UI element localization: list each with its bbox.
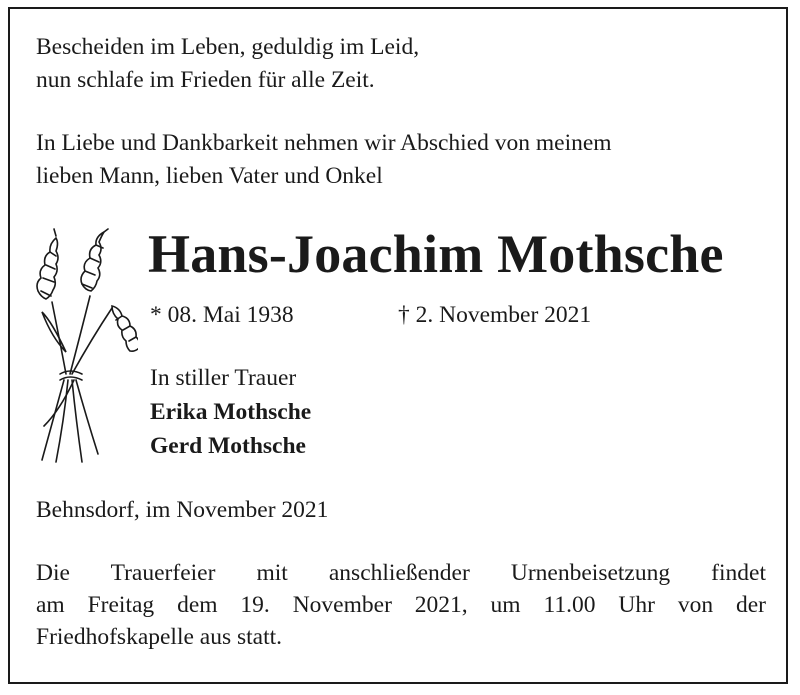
motto-line-1: Bescheiden im Leben, geduldig im Leid, xyxy=(36,34,420,60)
intro-line-1: In Liebe und Dankbarkeit nehmen wir Abschied von meinem xyxy=(36,130,612,156)
mourners-intro: In stiller Trauer xyxy=(150,365,297,391)
death-date: † 2. November 2021 xyxy=(398,302,592,328)
funeral-line-2: am Freitag dem 19. November 2021, um 11.00 Uhr von der xyxy=(36,592,766,618)
intro-line-2: lieben Mann, lieben Vater und Onkel xyxy=(36,163,383,189)
funeral-info xyxy=(36,557,766,653)
deceased-name: Hans-Joachim Mothsche xyxy=(148,224,724,284)
motto-line-2: nun schlafe im Frieden für alle Zeit. xyxy=(36,67,375,93)
wheat-sheaf-icon xyxy=(34,228,138,464)
birth-date: * 08. Mai 1938 xyxy=(150,302,294,328)
place-date: Behnsdorf, im November 2021 xyxy=(36,497,329,523)
mourner-name: Erika Mothsche xyxy=(150,399,312,425)
funeral-line-1: Die Trauerfeier mit anschließender Urnenbeisetzung findet xyxy=(36,560,766,586)
funeral-line-3: Friedhofskapelle aus statt. xyxy=(36,624,283,650)
mourner-name: Gerd Mothsche xyxy=(150,433,306,459)
